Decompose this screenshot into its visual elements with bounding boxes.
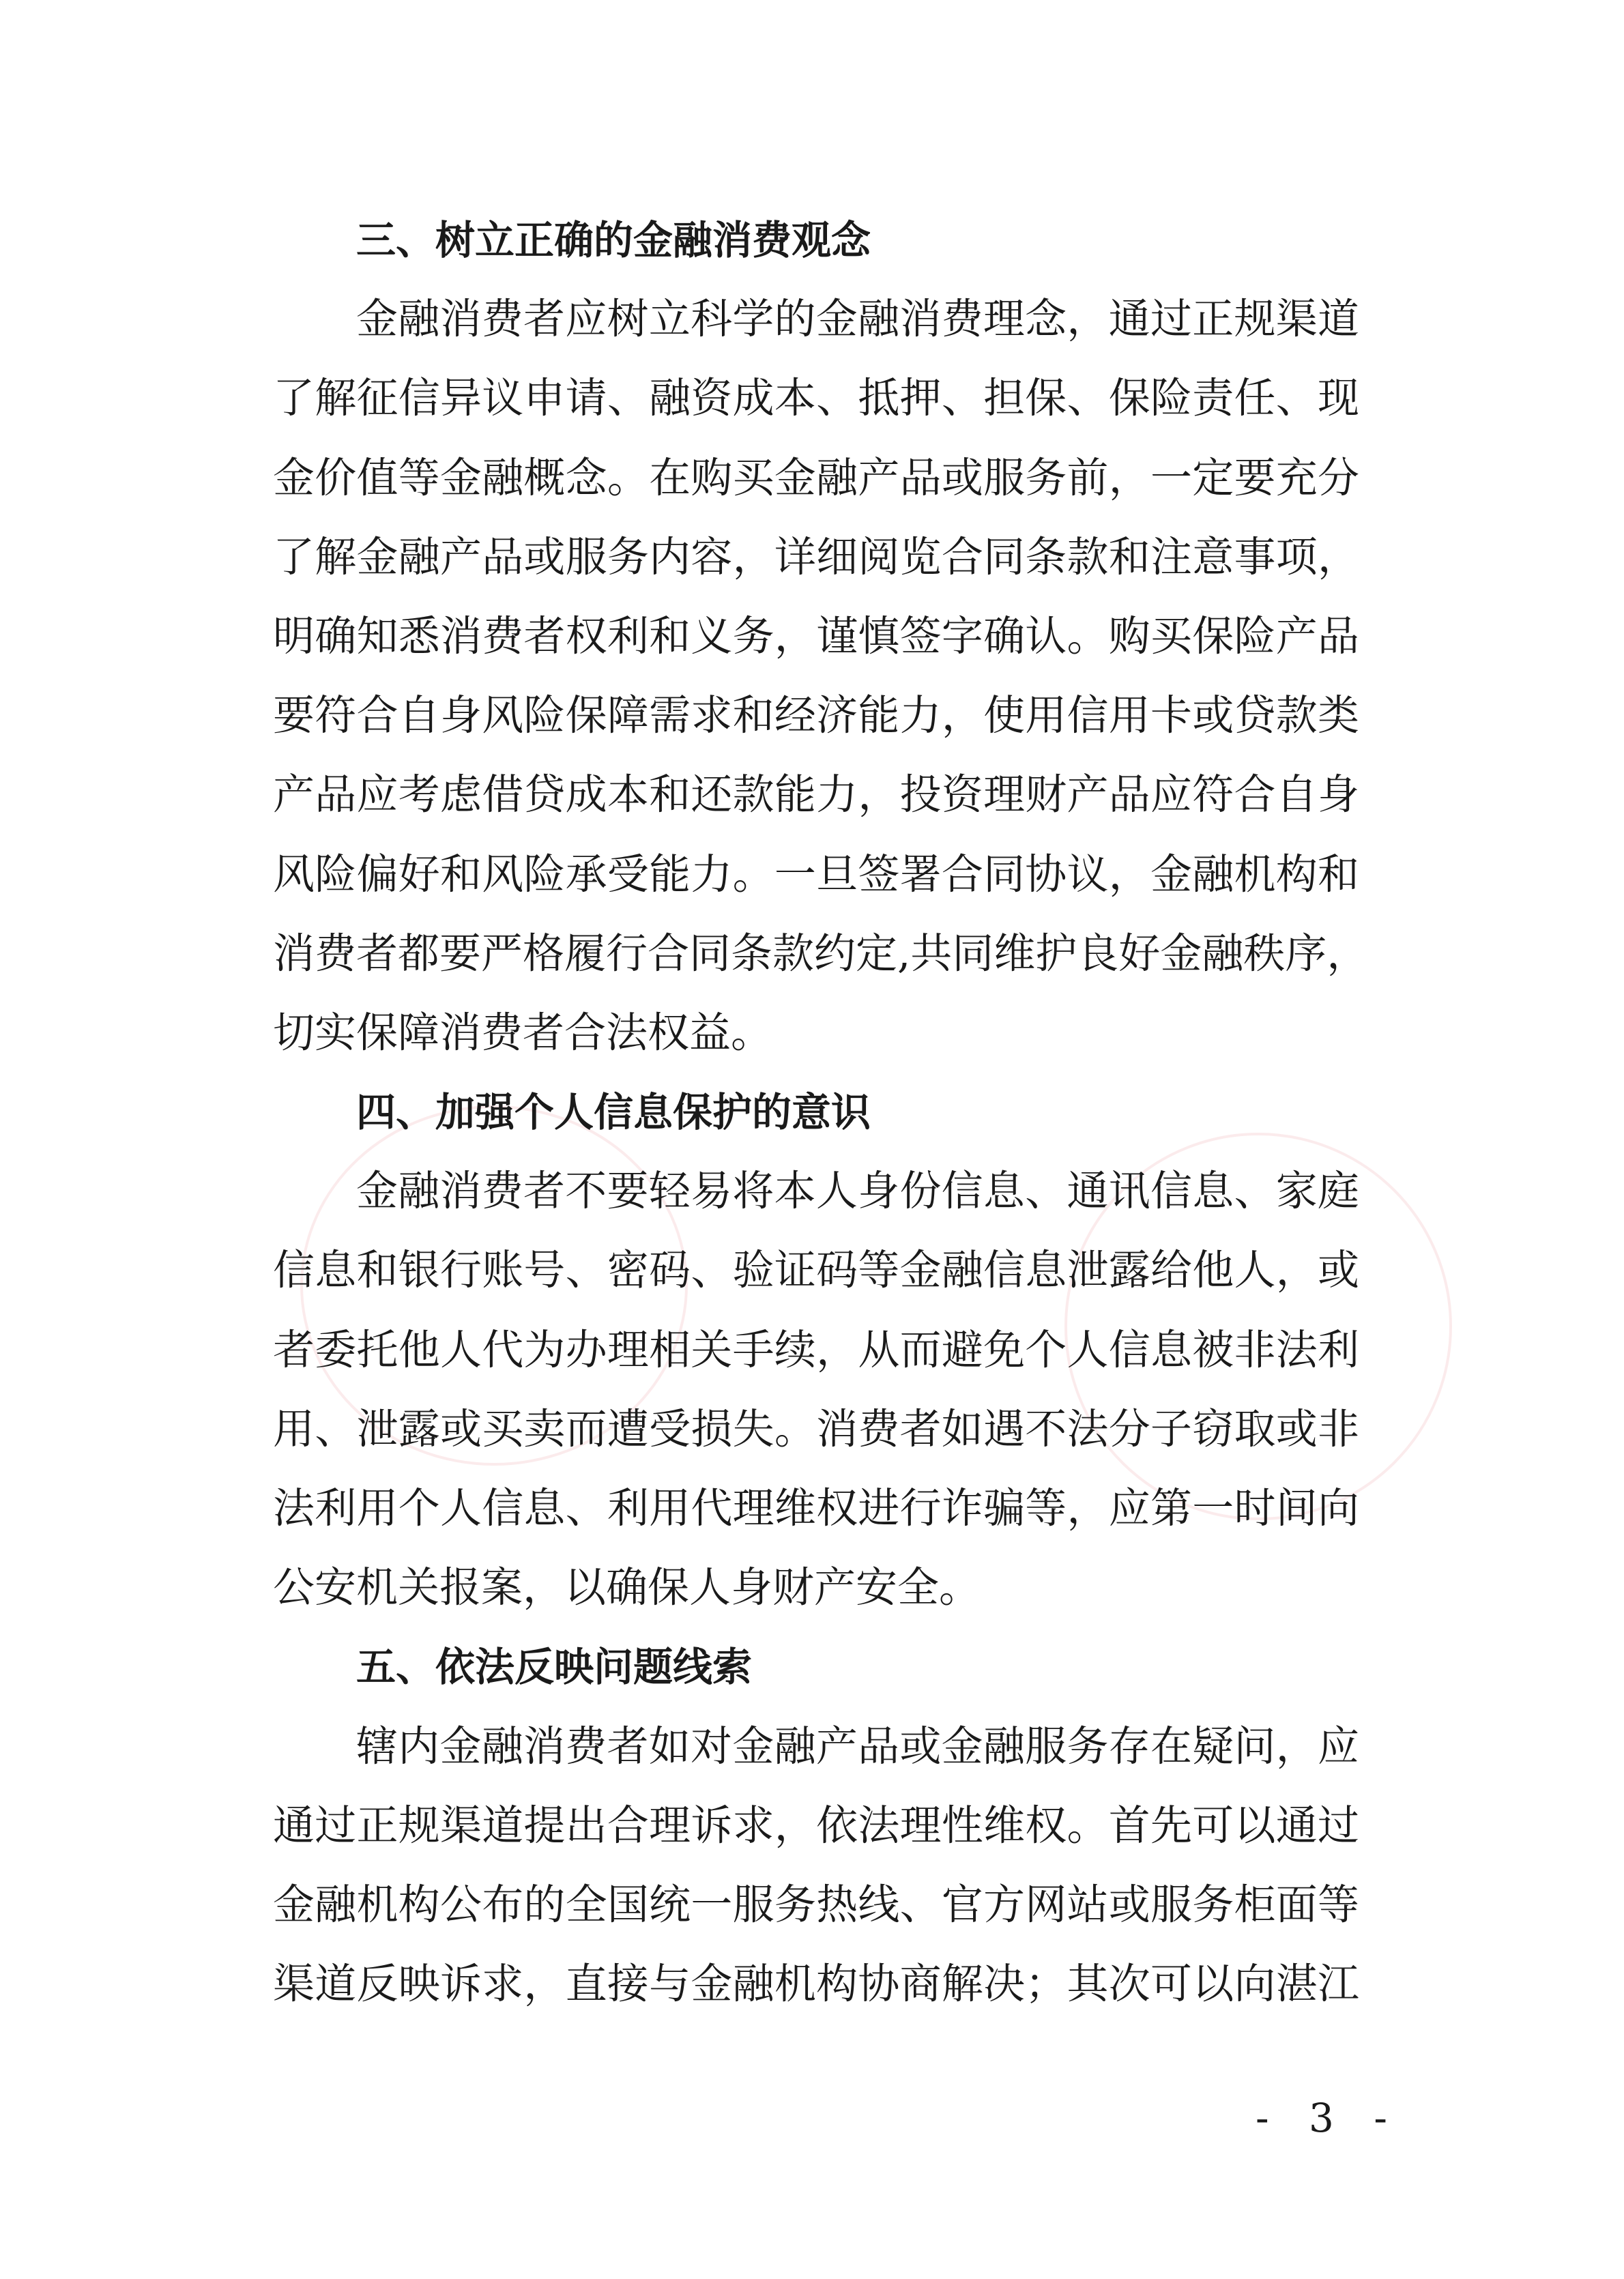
paragraph-line: 渠道反映诉求，直接与金融机构协商解决；其次可以向湛江 — [273, 1960, 1359, 2009]
paragraph-line: 辖内金融消费者如对金融产品或金融服务存在疑问，应 — [356, 1722, 1359, 1771]
paragraph-line: 信息和银行账号、密码、验证码等金融信息泄露给他人，或 — [273, 1246, 1359, 1295]
paragraph-line: 金价值等金融概念。在购买金融产品或服务前，一定要充分 — [273, 453, 1359, 502]
page-number: - 3 - — [1256, 2095, 1401, 2141]
paragraph-line: 风险偏好和风险承受能力。一旦签署合同协议，金融机构和 — [273, 850, 1359, 899]
paragraph-line: 产品应考虑借贷成本和还款能力，投资理财产品应符合自身 — [273, 770, 1359, 819]
paragraph-line: 切实保障消费者合法权益。 — [273, 1008, 773, 1057]
document-body — [273, 201, 1369, 2024]
section-heading: 三、树立正确的金融消费观念 — [356, 217, 871, 263]
paragraph-line: 公安机关报案，以确保人身财产安全。 — [273, 1563, 981, 1612]
paragraph-line: 法利用个人信息、利用代理维权进行诈骗等，应第一时间向 — [273, 1484, 1359, 1533]
paragraph-line: 了解征信异议申请、融资成本、抵押、担保、保险责任、现 — [273, 374, 1359, 423]
paragraph-line: 明确知悉消费者权利和义务，谨慎签字确认。购买保险产品 — [273, 611, 1359, 661]
paragraph-line: 通过正规渠道提出合理诉求，依法理性维权。首先可以通过 — [273, 1801, 1359, 1850]
paragraph-line: 金融消费者应树立科学的金融消费理念，通过正规渠道 — [356, 295, 1359, 344]
paragraph-line: 消费者都要严格履行合同条款约定,共同维护良好金融秩序， — [273, 929, 1369, 978]
paragraph-line: 用、泄露或买卖而遭受损失。消费者如遇不法分子窃取或非 — [273, 1404, 1359, 1453]
paragraph-line: 者委托他人代为办理相关手续，从而避免个人信息被非法利 — [273, 1325, 1359, 1374]
section-heading: 五、依法反映问题线索 — [356, 1644, 753, 1691]
paragraph-line: 了解金融产品或服务内容，详细阅览合同条款和注意事项， — [273, 532, 1359, 581]
section-heading: 四、加强个人信息保护的意识 — [356, 1089, 871, 1136]
paragraph-line: 金融机构公布的全国统一服务热线、官方网站或服务柜面等 — [273, 1880, 1359, 1929]
paragraph-line: 要符合自身风险保障需求和经济能力，使用信用卡或贷款类 — [273, 691, 1359, 740]
paragraph-line: 金融消费者不要轻易将本人身份信息、通讯信息、家庭 — [356, 1167, 1359, 1216]
